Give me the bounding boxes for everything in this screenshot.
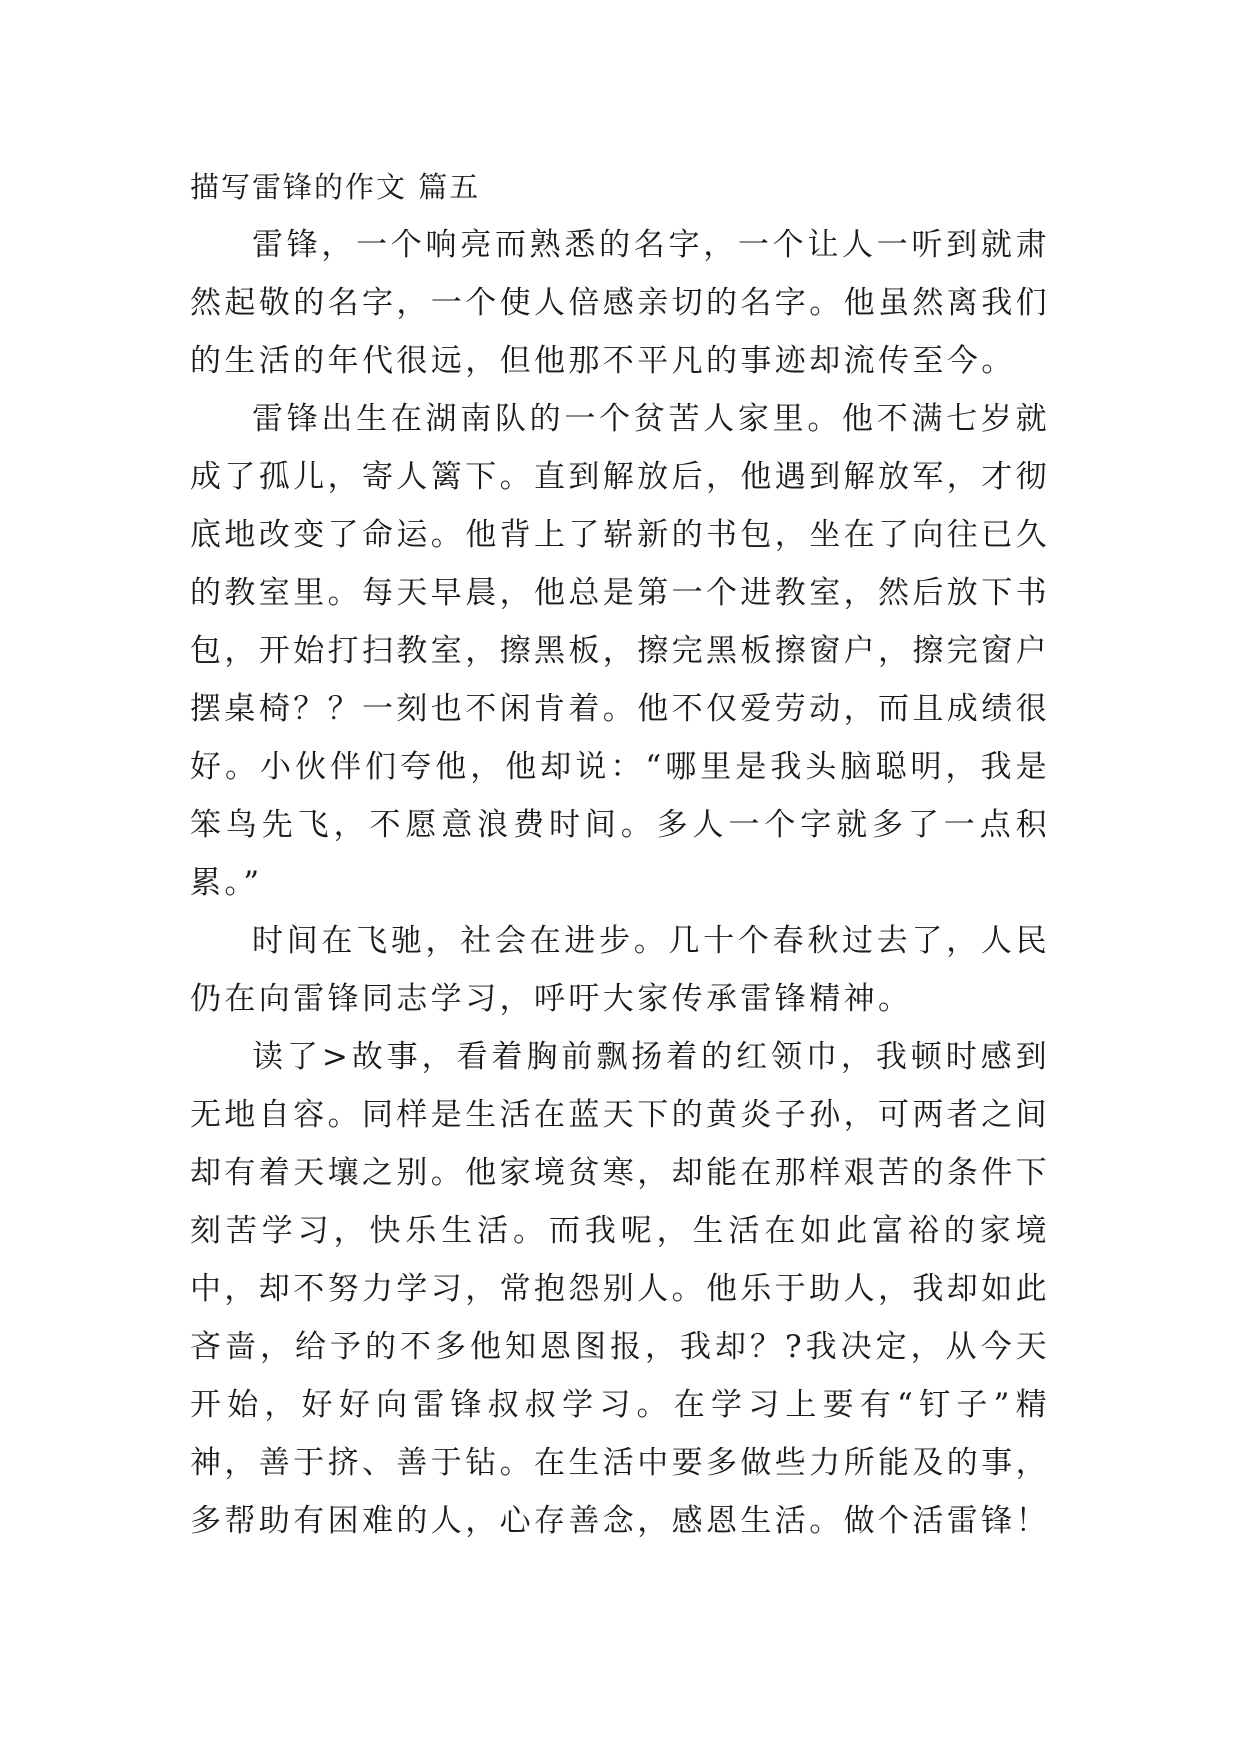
- document-body: [190, 158, 1050, 1550]
- paragraph-3: 时间在飞驰，社会在进步。几十个春秋过去了，人民仍在向雷锋同志学习，呼吁大家传承雷锋精神。: [190, 923, 1050, 1017]
- paragraph-1: 雷锋，一个响亮而熟悉的名字，一个让人一听到就肃然起敬的名字，一个使人倍感亲切的名字。他虽然离我们的生活的年代很远，但他那不平凡的事迹却流传至今。: [190, 227, 1050, 379]
- paragraph-2: 雷锋出生在湖南队的一个贫苦人家里。他不满七岁就成了孤儿，寄人篱下。直到解放后，他遇到解放军，才彻底地改变了命运。他背上了崭新的书包，坐在了向往已久的教室里。每天早晨，他总是第一个进教室，然后放下书包，开始打扫教室，擦黑板，擦完黑板擦窗户，擦完窗户摆桌椅？？一刻也不闲肯着。他不仅爱劳动，而且成绩很好。小伙伴们夸他，他却说：“哪里是我头脑聪明，我是笨鸟先飞，不愿意浪费时间。多人一个字就多了一点积累。”: [190, 401, 1050, 901]
- paragraph-4: 读了>故事，看着胸前飘扬着的红领巾，我顿时感到无地自容。同样是生活在蓝天下的黄炎子孙，可两者之间却有着天壤之别。他家境贫寒，却能在那样艰苦的条件下刻苦学习，快乐生活。而我呢，生活在如此富裕的家境中，却不努力学习，常抱怨别人。他乐于助人，我却如此吝啬，给予的不多他知恩图报，我却？?我决定，从今天开始，好好向雷锋叔叔学习。在学习上要有“钉子”精神，善于挤、善于钻。在生活中要多做些力所能及的事，多帮助有困难的人，心存善念，感恩生活。做个活雷锋！: [190, 1039, 1050, 1539]
- essay-title: 描写雷锋的作文 篇五: [190, 170, 481, 204]
